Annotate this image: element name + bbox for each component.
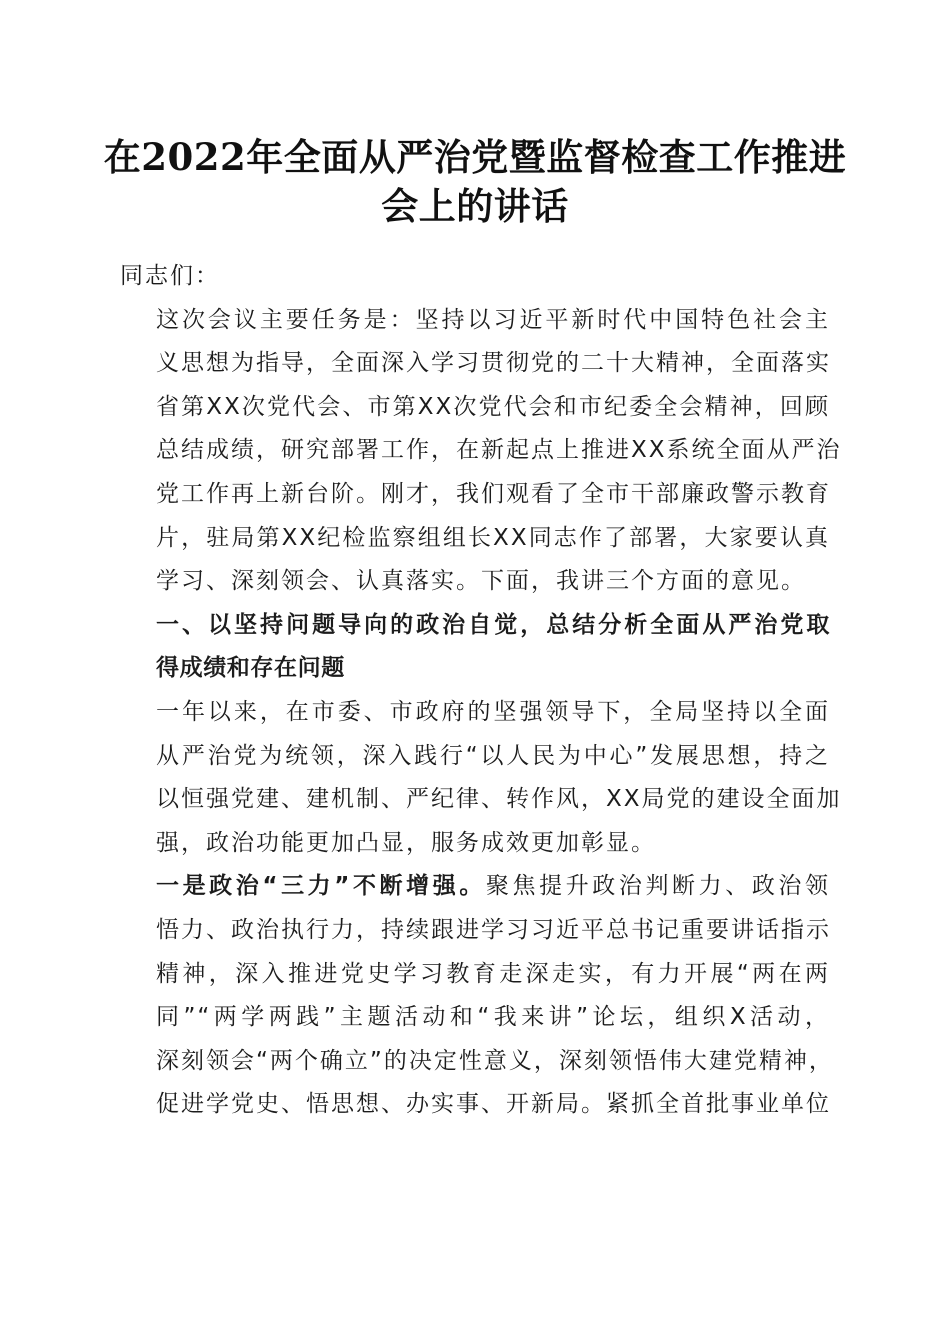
section-heading-line: 得成绩和存在问题 <box>156 655 345 682</box>
salutation <box>120 255 830 299</box>
intro-line: 学习、深刻领会、认真落实。下面，我讲三个方面的意见。 <box>156 568 806 595</box>
section-heading-line: 一、以坚持问题导向的政治自觉，总结分析全面从严治党取 <box>156 611 830 638</box>
paragraph-line: 悟力、政治执行力，持续跟进学习习近平总书记重要讲话指示 <box>156 916 831 943</box>
paragraph-line: 一年以来，在市委、市政府的坚强领导下，全局坚持以全面 <box>156 698 830 725</box>
point-1-line-text: 聚焦提升政治判断力、政治领 <box>485 873 831 900</box>
paragraph-line: 从严治党为统领，深入践行“以人民为中心”发展思想，持之 <box>156 742 830 769</box>
intro-paragraph <box>120 299 842 604</box>
title-line-1: 在2022年全面从严治党暨监督检查工作推进 <box>103 135 847 179</box>
intro-line: 党工作再上新台阶。刚才，我们观看了全市干部廉政警示教育 <box>156 480 831 507</box>
paragraph-line: 强，政治功能更加凸显，服务成效更加彰显。 <box>156 829 656 856</box>
intro-line: 省第XX次党代会、市第XX次党代会和市纪委全会精神，回顾 <box>156 393 830 420</box>
paragraph-line: 促进学党史、悟思想、办实事、开新局。紧抓全首批事业单位 <box>156 1091 831 1118</box>
paragraph-line: 同”“两学两践”主题活动和“我来讲”论坛，组织X活动， <box>156 1004 830 1031</box>
intro-line: 这次会议主要任务是：坚持以习近平新时代中国特色社会主 <box>156 306 830 333</box>
title-line-2: 会上的讲话 <box>381 184 569 228</box>
document-body <box>120 255 842 1127</box>
intro-line: 总结成绩，研究部署工作，在新起点上推进XX系统全面从严治 <box>156 437 842 464</box>
salutation-text: 同志们： <box>120 263 220 289</box>
section-1-paragraph <box>120 691 842 865</box>
intro-line: 片，驻局第XX纪检监察组组长XX同志作了部署，大家要认真 <box>156 524 830 551</box>
point-1-first-line <box>120 865 830 909</box>
paragraph-line: 以恒强党建、建机制、严纪律、转作风，XX局党的建设全面加 <box>156 786 842 813</box>
point-1-paragraph <box>120 865 834 1127</box>
point-1-lead: 一是政治“三力”不断增强。 <box>156 873 486 900</box>
paragraph-line: 精神，深入推进党史学习教育走深走实，有力开展“两在两 <box>156 960 830 987</box>
paragraph-line: 深刻领会“两个确立”的决定性意义，深刻领悟伟大建党精神， <box>156 1047 834 1074</box>
section-1-heading <box>120 604 830 691</box>
intro-line: 义思想为指导，全面深入学习贯彻党的二十大精神，全面落实 <box>156 350 831 377</box>
document-title <box>80 133 870 231</box>
